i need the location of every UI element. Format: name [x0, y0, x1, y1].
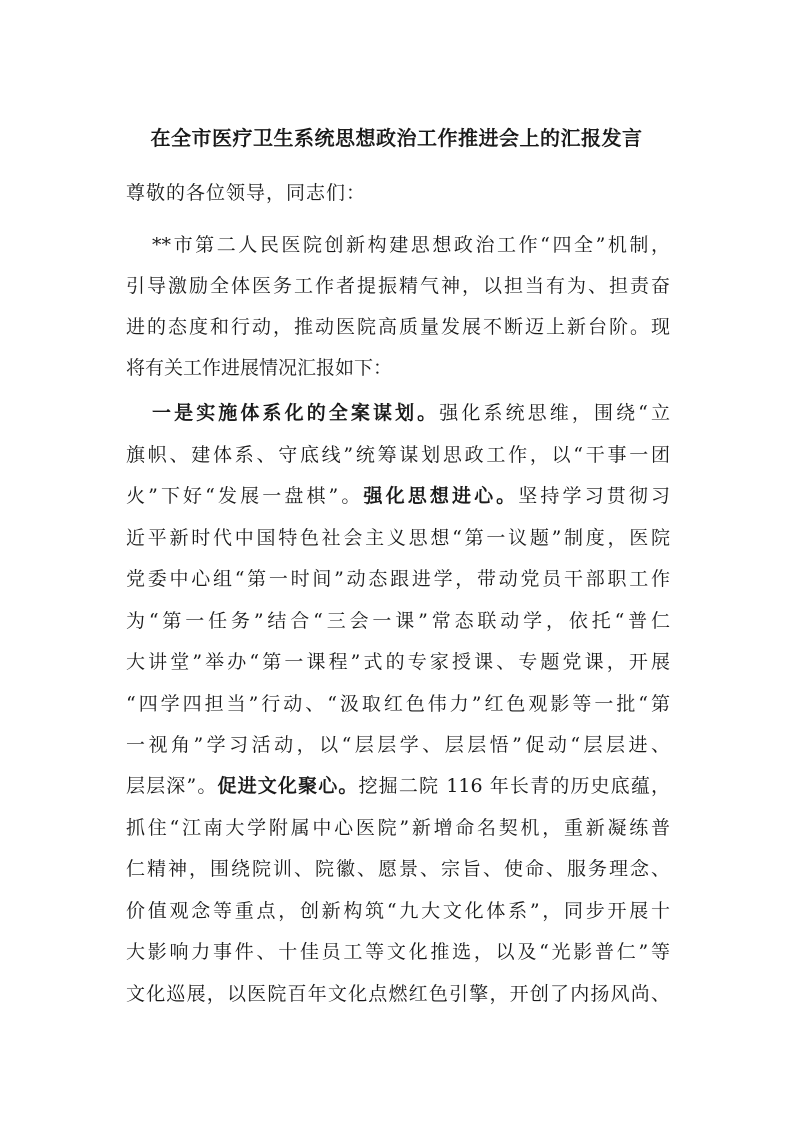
- paragraph-text: 火”下好“发展一盘棋”。: [126, 485, 364, 507]
- paragraph-text: 强化系统思维，围绕“立: [439, 402, 670, 424]
- section-heading: 促进文化聚心。: [217, 775, 359, 797]
- paragraph-line: [126, 764, 670, 808]
- paragraph-text: 层层深”。: [126, 775, 218, 797]
- paragraph-line: **市第二人民医院创新构建思想政治工作“四全”机制，: [152, 234, 670, 256]
- paragraph-line: 近平新时代中国特色社会主义思想“第一议题”制度，医院: [126, 527, 670, 549]
- paragraph-line: 为“第一任务”结合“三会一课”常态联动学，依托“普仁: [126, 610, 670, 632]
- section-heading: 强化思想进心。: [363, 485, 519, 507]
- paragraph-line: 党委中心组“第一时间”动态跟进学，带动党员干部职工作: [126, 568, 670, 590]
- paragraph-line: 将有关工作进展情况汇报如下：: [126, 357, 393, 379]
- paragraph-line: 旗帜、建体系、守底线”统筹谋划思政工作，以“干事一团: [126, 444, 670, 466]
- paragraph-line: 价值观念等重点，创新构筑“九大文化体系”，同步开展十: [126, 900, 670, 922]
- paragraph-line: [126, 474, 670, 518]
- section-heading: 一是实施体系化的全案谋划。: [152, 402, 440, 424]
- paragraph-line: “四学四担当”行动、“汲取红色伟力”红色观影等一批“第: [126, 693, 670, 715]
- paragraph-text: 坚持学习贯彻习: [518, 485, 670, 507]
- greeting: 尊敬的各位领导，同志们：: [126, 182, 367, 204]
- paragraph-line: 进的态度和行动，推动医院高质量发展不断迈上新台阶。现: [126, 316, 670, 338]
- paragraph-line: 一视角”学习活动，以“层层学、层层悟”促动“层层进、: [126, 734, 670, 756]
- document-title: 在全市医疗卫生系统思想政治工作推进会上的汇报发言: [150, 126, 643, 150]
- paragraph-text: 挖掘二院 116 年长青的历史底蕴，: [358, 775, 670, 797]
- paragraph-line: 抓住“江南大学附属中心医院”新增命名契机，重新凝练普: [126, 817, 670, 839]
- paragraph-line: [152, 391, 670, 435]
- paragraph-line: 大讲堂”举办“第一课程”式的专家授课、专题党课，开展: [126, 651, 670, 673]
- paragraph-line: 引导激励全体医务工作者提振精气神，以担当有为、担责奋: [126, 275, 670, 297]
- paragraph-line: 仁精神，围绕院训、院徽、愿景、宗旨、使命、服务理念、: [126, 858, 670, 880]
- paragraph-line: 文化巡展，以医院百年文化点燃红色引擎，开创了内扬风尚、: [126, 983, 670, 1005]
- paragraph-line: 大影响力事件、十佳员工等文化推选，以及“光影普仁”等: [126, 941, 670, 963]
